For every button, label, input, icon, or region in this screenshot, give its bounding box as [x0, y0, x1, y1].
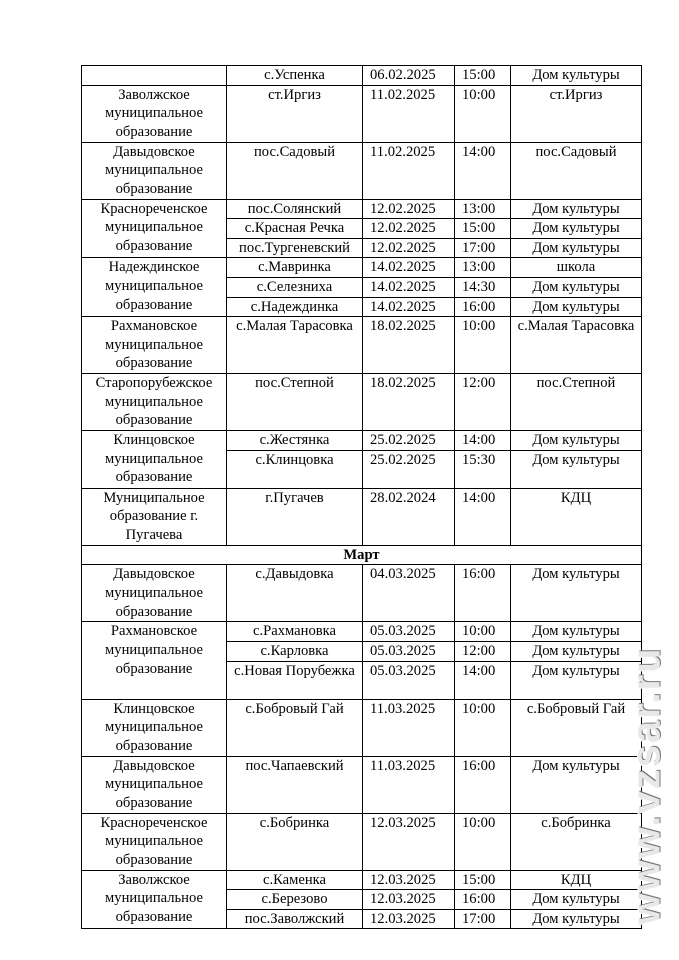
settlement-cell: с.Красная Речка: [227, 219, 363, 239]
table-row: [82, 142, 642, 199]
date-cell: 05.03.2025: [363, 661, 455, 699]
table-row: [82, 85, 642, 142]
time-cell: 16:00: [455, 297, 511, 317]
municipality-cell: Краснореченское муниципальное образование: [82, 199, 227, 258]
schedule-table: [81, 65, 642, 929]
venue-cell: с.Бобровый Гай: [511, 699, 642, 756]
venue-cell: Дом культуры: [511, 219, 642, 239]
municipality-cell: Старопорубежское муниципальное образование: [82, 374, 227, 431]
settlement-cell: пос.Степной: [227, 374, 363, 431]
date-cell: 18.02.2025: [363, 374, 455, 431]
municipality-cell: Заволжское муниципальное образование: [82, 85, 227, 142]
venue-cell: Дом культуры: [511, 661, 642, 699]
settlement-cell: ст.Иргиз: [227, 85, 363, 142]
municipality-cell: Давыдовское муниципальное образование: [82, 756, 227, 813]
venue-cell: Дом культуры: [511, 450, 642, 488]
time-cell: 10:00: [455, 85, 511, 142]
date-cell: 12.03.2025: [363, 890, 455, 910]
municipality-cell: Муниципальное образование г. Пугачева: [82, 488, 227, 545]
venue-cell: ст.Иргиз: [511, 85, 642, 142]
time-cell: 12:00: [455, 641, 511, 661]
time-cell: 14:00: [455, 661, 511, 699]
settlement-cell: с.Жестянка: [227, 431, 363, 451]
date-cell: 25.02.2025: [363, 431, 455, 451]
time-cell: 10:00: [455, 699, 511, 756]
municipality-cell: Давыдовское муниципальное образование: [82, 142, 227, 199]
time-cell: 10:00: [455, 622, 511, 642]
date-cell: 05.03.2025: [363, 622, 455, 642]
venue-cell: Дом культуры: [511, 66, 642, 86]
time-cell: 15:00: [455, 66, 511, 86]
date-cell: 28.02.2024: [363, 488, 455, 545]
settlement-cell: пос.Тургеневский: [227, 238, 363, 258]
settlement-cell: с.Успенка: [227, 66, 363, 86]
settlement-cell: с.Карловка: [227, 641, 363, 661]
settlement-cell: пос.Чапаевский: [227, 756, 363, 813]
venue-cell: Дом культуры: [511, 277, 642, 297]
time-cell: 12:00: [455, 374, 511, 431]
venue-cell: Дом культуры: [511, 238, 642, 258]
settlement-cell: с.Бобровый Гай: [227, 699, 363, 756]
settlement-cell: пос.Садовый: [227, 142, 363, 199]
date-cell: 12.02.2025: [363, 199, 455, 219]
table-row: [82, 431, 642, 451]
venue-cell: Дом культуры: [511, 565, 642, 622]
settlement-cell: с.Новая Порубежка: [227, 661, 363, 699]
table-row: [82, 870, 642, 890]
venue-cell: Дом культуры: [511, 297, 642, 317]
settlement-cell: г.Пугачев: [227, 488, 363, 545]
table-row: [82, 258, 642, 278]
time-cell: 16:00: [455, 565, 511, 622]
settlement-cell: с.Надеждинка: [227, 297, 363, 317]
time-cell: 16:00: [455, 890, 511, 910]
date-cell: 11.03.2025: [363, 699, 455, 756]
venue-cell: Дом культуры: [511, 890, 642, 910]
watermark-text: www.vzsar.ru: [624, 645, 669, 925]
time-cell: 10:00: [455, 317, 511, 374]
time-cell: 13:00: [455, 258, 511, 278]
venue-cell: Дом культуры: [511, 641, 642, 661]
time-cell: 14:30: [455, 277, 511, 297]
table-row: [82, 66, 642, 86]
venue-cell: Дом культуры: [511, 756, 642, 813]
table-row: [82, 699, 642, 756]
date-cell: 14.02.2025: [363, 258, 455, 278]
settlement-cell: с.Мавринка: [227, 258, 363, 278]
settlement-cell: пос.Заволжский: [227, 909, 363, 929]
time-cell: 17:00: [455, 909, 511, 929]
time-cell: 15:00: [455, 870, 511, 890]
venue-cell: КДЦ: [511, 870, 642, 890]
venue-cell: пос.Садовый: [511, 142, 642, 199]
date-cell: 12.03.2025: [363, 813, 455, 870]
table-row: [82, 565, 642, 622]
table-row: [82, 813, 642, 870]
settlement-cell: с.Каменка: [227, 870, 363, 890]
venue-cell: Дом культуры: [511, 909, 642, 929]
municipality-cell: Рахмановское муниципальное образование: [82, 317, 227, 374]
month-heading: Март: [82, 545, 642, 565]
venue-cell: Дом культуры: [511, 199, 642, 219]
time-cell: 10:00: [455, 813, 511, 870]
municipality-cell: Надеждинское муниципальное образование: [82, 258, 227, 317]
month-header-row: [82, 545, 642, 565]
time-cell: 14:00: [455, 488, 511, 545]
settlement-cell: с.Малая Тарасовка: [227, 317, 363, 374]
settlement-cell: с.Давыдовка: [227, 565, 363, 622]
time-cell: 16:00: [455, 756, 511, 813]
time-cell: 17:00: [455, 238, 511, 258]
date-cell: 11.02.2025: [363, 85, 455, 142]
municipality-cell: Давыдовское муниципальное образование: [82, 565, 227, 622]
municipality-cell: Рахмановское муниципальное образование: [82, 622, 227, 699]
table-row: [82, 488, 642, 545]
date-cell: 06.02.2025: [363, 66, 455, 86]
time-cell: 15:30: [455, 450, 511, 488]
venue-cell: с.Малая Тарасовка: [511, 317, 642, 374]
date-cell: 14.02.2025: [363, 297, 455, 317]
municipality-cell: Заволжское муниципальное образование: [82, 870, 227, 929]
venue-cell: школа: [511, 258, 642, 278]
table-row: [82, 317, 642, 374]
date-cell: 25.02.2025: [363, 450, 455, 488]
municipality-cell: [82, 66, 227, 86]
venue-cell: Дом культуры: [511, 431, 642, 451]
settlement-cell: пос.Солянский: [227, 199, 363, 219]
date-cell: 14.02.2025: [363, 277, 455, 297]
venue-cell: Дом культуры: [511, 622, 642, 642]
settlement-cell: с.Селезниха: [227, 277, 363, 297]
date-cell: 12.02.2025: [363, 238, 455, 258]
date-cell: 18.02.2025: [363, 317, 455, 374]
table-row: [82, 199, 642, 219]
date-cell: 04.03.2025: [363, 565, 455, 622]
time-cell: 14:00: [455, 431, 511, 451]
date-cell: 11.02.2025: [363, 142, 455, 199]
venue-cell: с.Бобринка: [511, 813, 642, 870]
time-cell: 13:00: [455, 199, 511, 219]
watermark: [618, 620, 676, 950]
time-cell: 14:00: [455, 142, 511, 199]
municipality-cell: Клинцовское муниципальное образование: [82, 699, 227, 756]
venue-cell: пос.Степной: [511, 374, 642, 431]
municipality-cell: Краснореченское муниципальное образование: [82, 813, 227, 870]
table-row: [82, 374, 642, 431]
settlement-cell: с.Березово: [227, 890, 363, 910]
date-cell: 11.03.2025: [363, 756, 455, 813]
table-row: [82, 622, 642, 642]
settlement-cell: с.Рахмановка: [227, 622, 363, 642]
table-row: [82, 756, 642, 813]
settlement-cell: с.Клинцовка: [227, 450, 363, 488]
date-cell: 05.03.2025: [363, 641, 455, 661]
date-cell: 12.02.2025: [363, 219, 455, 239]
date-cell: 12.03.2025: [363, 870, 455, 890]
date-cell: 12.03.2025: [363, 909, 455, 929]
municipality-cell: Клинцовское муниципальное образование: [82, 431, 227, 489]
settlement-cell: с.Бобринка: [227, 813, 363, 870]
venue-cell: КДЦ: [511, 488, 642, 545]
time-cell: 15:00: [455, 219, 511, 239]
